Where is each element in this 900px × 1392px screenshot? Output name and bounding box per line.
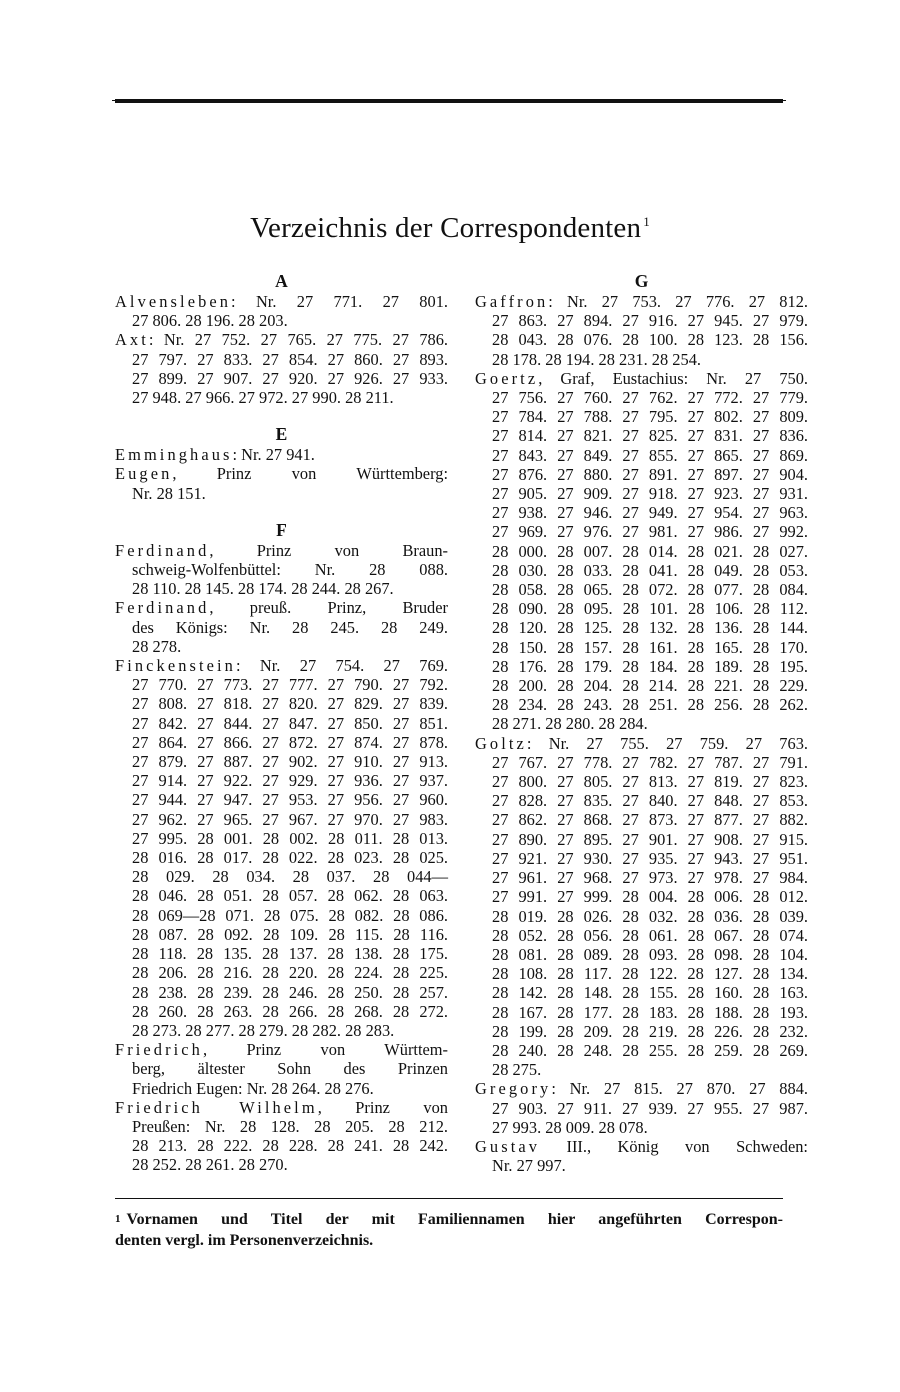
entry-continuation-line: 27 995. 28 001. 28 002. 28 011. 28 013. [132,828,448,848]
correspondent-name: Alvensleben [115,292,232,311]
entry-continuation-line: 28 120. 28 125. 28 132. 28 136. 28 144. [492,618,808,638]
index-entry [115,292,448,330]
footnote-mark: 1 [115,1213,121,1225]
page-title [0,212,900,245]
correspondent-name: Axt [115,330,149,350]
section-letter-a: A [275,271,288,291]
entry-continuation-line: 27 962. 27 965. 27 967. 27 970. 27 983. [132,809,448,829]
entry-continuation-line: 28 087. 28 092. 28 109. 28 115. 28 116. [132,924,448,944]
entry-numbers: , Prinz von [317,1097,449,1117]
entry-continuation-line: 27 879. 27 887. 27 902. 27 910. 27 913. [132,752,448,772]
index-entry [475,1137,808,1175]
entry-continuation-line: 27 828. 27 835. 27 840. 27 848. 27 853. [492,791,808,811]
correspondent-name: Emminghaus [115,445,233,465]
entry-continuation-line: 27 948. 27 966. 27 972. 27 990. 28 211. [132,388,394,408]
entry-continuation-line: 27 864. 27 866. 27 872. 27 874. 27 878. [132,732,448,752]
entry-continuation-line: 27 969. 27 976. 27 981. 27 986. 27 992. [492,522,808,542]
index-entry [115,445,448,464]
entry-numbers: : Nr. 27 771. 27 801. [231,292,448,311]
index-entry [115,464,448,502]
entry-head-line [475,369,808,388]
entry-numbers: : Nr. 27 755. 27 759. 27 763. [526,733,808,753]
entry-continuation-line: 28 213. 28 222. 28 228. 28 241. 28 242. [132,1136,448,1156]
entry-continuation-line: 27 890. 27 895. 27 901. 27 908. 27 915. [492,829,808,849]
entry-continuation-line: 27 905. 27 909. 27 918. 27 923. 27 931. [492,484,808,504]
entry-continuation-line: 27 770. 27 773. 27 777. 27 790. 27 792. [132,675,448,695]
entry-continuation-line: 28 019. 28 026. 28 032. 28 036. 28 039. [492,906,808,926]
entry-numbers: : Nr. 27 941. [232,445,315,465]
correspondent-name: Friedrich [115,1040,203,1060]
section-letter-f: F [276,519,287,540]
entry-continuation-line: des Königs: Nr. 28 245. 28 249. [132,617,448,637]
title-footnote-mark: 1 [643,214,650,229]
entry-continuation-line: 28 271. 28 280. 28 284. [492,714,648,734]
correspondent-name: Finckenstein [115,656,236,676]
entry-numbers: : Nr. 27 754. 27 769. [235,656,448,676]
index-entry [115,598,448,656]
entry-continuation-line: 27 993. 28 009. 28 078. [492,1117,648,1137]
index-entry [115,330,448,407]
entry-continuation-line: 28 176. 28 179. 28 184. 28 189. 28 195. [492,656,808,676]
entry-continuation-line: 27 800. 27 805. 27 813. 27 819. 27 823. [492,772,808,792]
entry-continuation-line: 27 806. 28 196. 28 203. [132,311,288,331]
correspondent-name: Gaffron [475,292,549,311]
entry-continuation-line: 28 167. 28 177. 28 183. 28 188. 28 193. [492,1002,808,1022]
entry-continuation-line: 28 118. 28 135. 28 137. 28 138. 28 175. [132,944,448,964]
entry-numbers: : Nr. 27 815. 27 870. 27 884. [551,1079,808,1099]
entry-continuation-line: 28 150. 28 157. 28 161. 28 165. 28 170. [492,637,808,657]
entry-head-line [115,656,448,675]
entry-continuation-line: 28 238. 28 239. 28 246. 28 250. 28 257. [132,982,448,1002]
entry-continuation-line: 27 843. 27 849. 27 855. 27 865. 27 869. [492,445,808,465]
entry-head-line [115,330,448,349]
entry-continuation-line: 28 278. [132,636,182,656]
correspondent-name: Ferdinand [115,540,210,560]
entry-continuation-line: 28 108. 28 117. 28 122. 28 127. 28 134. [492,964,808,984]
index-entry [475,369,808,734]
entry-head-line [475,1079,808,1098]
correspondent-name: Ferdinand [115,598,210,618]
entry-continuation-line: Preußen: Nr. 28 128. 28 205. 28 212. [132,1116,448,1136]
entry-head-line [115,292,448,311]
section-letter-g: G [634,271,649,291]
entry-numbers: , Graf, Eustachius: Nr. 27 750. [538,368,808,388]
index-entry [115,656,448,1040]
entry-head-line [115,1040,448,1059]
entry-continuation-line: Nr. 28 151. [132,483,206,503]
entry-continuation-line: 28 030. 28 033. 28 041. 28 049. 28 053. [492,560,808,580]
entry-continuation-line: 27 944. 27 947. 27 953. 27 956. 27 960. [132,790,448,810]
entry-continuation-line: 28 200. 28 204. 28 214. 28 221. 28 229. [492,676,808,696]
entry-head-line [115,464,448,483]
entry-continuation-line: 27 961. 27 968. 27 973. 27 978. 27 984. [492,868,808,888]
entry-continuation-line: 27 914. 27 922. 27 929. 27 936. 27 937. [132,771,448,791]
entry-continuation-line: 27 863. 27 894. 27 916. 27 945. 27 979. [492,311,808,331]
entry-continuation-line: 28 110. 28 145. 28 174. 28 244. 28 267. [132,579,394,599]
entry-continuation-line: 28 178. 28 194. 28 231. 28 254. [492,349,701,369]
entry-continuation-line: berg, ältester Sohn des Prinzen [132,1059,448,1079]
index-entry [475,1079,808,1137]
entry-head-line [115,598,448,617]
entry-continuation-line: 27 767. 27 778. 27 782. 27 787. 27 791. [492,752,808,772]
footnote-rule [115,1198,783,1199]
entry-head-line [115,541,448,560]
entry-continuation-line: 28 069—28 071. 28 075. 28 082. 28 086. [132,905,448,925]
entry-continuation-line: 28 000. 28 007. 28 014. 28 021. 28 027. [492,541,808,561]
entry-continuation-line: 27 797. 27 833. 27 854. 27 860. 27 893. [132,349,448,369]
correspondent-name: Gregory [475,1079,552,1099]
footnote-line-2: denten vergl. im Personenverzeichnis. [115,1232,374,1249]
entry-continuation-line: 27 903. 27 911. 27 939. 27 955. 27 987. [492,1098,808,1118]
left-column [115,270,448,1175]
entry-continuation-line: 28 234. 28 243. 28 251. 28 256. 28 262. [492,695,808,715]
entry-continuation-line: 28 081. 28 089. 28 093. 28 098. 28 104. [492,944,808,964]
entry-numbers: , Prinz von Württemberg: [172,464,448,484]
entry-continuation-line: 27 814. 27 821. 27 825. 27 831. 27 836. [492,426,808,446]
entry-continuation-line: 28 240. 28 248. 28 255. 28 259. 28 269. [492,1040,808,1060]
entry-continuation-line: 27 808. 27 818. 27 820. 27 829. 27 839. [132,694,448,714]
entry-continuation-line: 27 899. 27 907. 27 920. 27 926. 27 933. [132,368,448,388]
entry-continuation-line: 27 862. 27 868. 27 873. 27 877. 27 882. [492,810,808,830]
entry-continuation-line: 28 273. 28 277. 28 279. 28 282. 28 283. [132,1020,395,1040]
entry-head-line [475,292,808,311]
entry-numbers: , preuß. Prinz, Bruder [209,598,448,618]
top-rule [115,99,783,103]
entry-continuation-line: 28 058. 28 065. 28 072. 28 077. 28 084. [492,580,808,600]
entry-continuation-line: 28 275. [492,1060,542,1080]
index-entry [115,1098,448,1175]
entry-numbers: III., König von Schweden: [540,1136,808,1156]
title-text: Verzeichnis der Correspondenten [250,212,642,244]
index-entry [115,1040,448,1098]
footnote-line-1 [115,1209,783,1230]
correspondent-name: Goltz [475,733,527,753]
index-entry [475,292,808,369]
entry-continuation-line: 27 938. 27 946. 27 949. 27 954. 27 963. [492,503,808,523]
entry-head-line [475,1137,808,1156]
correspondent-name: Friedrich Wilhelm [115,1097,318,1117]
entry-continuation-line: 27 991. 27 999. 28 004. 28 006. 28 012. [492,887,808,907]
entry-continuation-line: 28 206. 28 216. 28 220. 28 224. 28 225. [132,963,448,983]
entry-numbers: , Prinz von Braun- [209,540,448,560]
entry-head-line [475,734,808,753]
entry-numbers: , Prinz von Württem- [202,1040,448,1060]
index-entry [115,541,448,599]
entry-continuation-line: 28 090. 28 095. 28 101. 28 106. 28 112. [492,599,808,619]
right-column [475,270,808,1175]
entry-continuation-line: 28 260. 28 263. 28 266. 28 268. 28 272. [132,1001,448,1021]
entry-continuation-line: Friedrich Eugen: Nr. 28 264. 28 276. [132,1078,374,1098]
entry-continuation-line: Nr. 27 997. [492,1156,566,1176]
section-letter-e: E [275,424,288,445]
footnote [115,1209,783,1251]
correspondent-name: Goertz [475,368,539,388]
entry-head-line [115,1098,448,1117]
entry-continuation-line: 27 876. 27 880. 27 891. 27 897. 27 904. [492,464,808,484]
entry-continuation-line: 28 252. 28 261. 28 270. [132,1155,288,1175]
entry-numbers: : Nr. 27 753. 27 776. 27 812. [548,292,808,311]
entry-continuation-line: 27 784. 27 788. 27 795. 27 802. 27 809. [492,407,808,427]
entry-continuation-line: 27 921. 27 930. 27 935. 27 943. 27 951. [492,848,808,868]
correspondent-name: Eugen [115,464,173,484]
index-entry [475,734,808,1080]
entry-continuation-line: schweig-Wolfenbüttel: Nr. 28 088. [132,560,448,580]
entry-continuation-line: 27 756. 27 760. 27 762. 27 772. 27 779. [492,388,808,408]
entry-continuation-line: 28 016. 28 017. 28 022. 28 023. 28 025. [132,848,448,868]
entry-continuation-line: 28 052. 28 056. 28 061. 28 067. 28 074. [492,925,808,945]
entry-continuation-line: 28 142. 28 148. 28 155. 28 160. 28 163. [492,983,808,1003]
entry-continuation-line: 28 046. 28 051. 28 057. 28 062. 28 063. [132,886,448,906]
entry-continuation-line: 28 029. 28 034. 28 037. 28 044— [132,867,448,887]
entry-continuation-line: 27 842. 27 844. 27 847. 27 850. 27 851. [132,713,448,733]
correspondent-name: Gustav [475,1136,541,1156]
footnote-text-1: Vornamen und Titel der mit Familiennamen hier angeführten Correspon- [126,1211,783,1228]
entry-continuation-line: 28 043. 28 076. 28 100. 28 123. 28 156. [492,330,808,350]
entry-head-line [115,445,448,464]
entry-numbers: : Nr. 27 752. 27 765. 27 775. 27 786. [148,330,448,350]
entry-continuation-line: 28 199. 28 209. 28 219. 28 226. 28 232. [492,1021,808,1041]
